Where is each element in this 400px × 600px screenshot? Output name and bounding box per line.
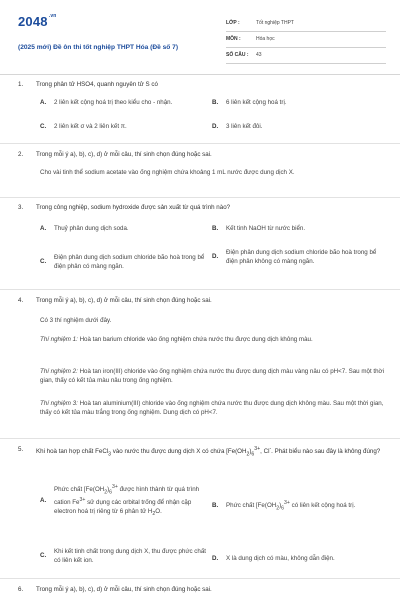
experiment-label: Thí nghiệm 2: [40,368,78,375]
question-number: 2. [18,151,24,158]
experiment-label: Thí nghiệm 1: [40,336,78,343]
experiment-2 [40,368,388,386]
question-text: Trong mỗi ý a), b), c), d) ở mỗi câu, thí sinh chọn đúng hoặc sai. [36,297,212,304]
option-text: 2 liên kết σ và 2 liên kết π. [54,123,127,130]
option-letter: D. [212,253,219,261]
experiment-label: Thí nghiệm 3: [40,400,78,407]
option-text: 6 liên kết cộng hoá trị. [226,99,287,106]
option-letter: C. [40,123,47,130]
option-text: Điện phân dung dịch sodium chloride bão hoà trong bể điện phân có màng ngăn. [54,254,205,270]
option-a[interactable] [40,225,129,234]
option-text: Điện phân dung dịch sodium chloride bão hoà trong bể điện phân không có màng ngăn. [226,249,377,265]
option-letter: B. [212,99,219,106]
option-d[interactable] [212,249,388,267]
question-number: 5. [18,446,24,453]
option-letter: A. [40,99,47,106]
option-b[interactable] [212,99,287,108]
meta-row-class [226,16,386,32]
option-letter: A. [40,225,47,232]
question-text: Trong phân tử HSO4, quanh nguyên tử S có [36,81,158,88]
meta-value: Tốt nghiệp THPT [256,19,294,26]
question-divider [0,578,400,579]
option-text: Khi kết tinh chất trong dung dịch X, thu được phức chất có liên kết ion. [54,548,206,564]
option-text: Phức chất [$Fe(OH_2)_6^{3+}$ có liên kết cộng hoá trị. [226,500,356,512]
option-text: 2 liên kết cộng hoá trị theo kiểu cho - nhận. [54,99,173,106]
question-1 [18,81,386,90]
meta-label: LỚP : [226,19,240,26]
option-letter: B. [212,501,219,509]
question-text: Trong công nghiệp, sodium hydroxide được sản xuất từ quá trình nào? [36,204,231,211]
meta-label: SỐ CÂU : [226,51,249,58]
meta-label: MÔN : [226,35,241,42]
option-c[interactable] [40,548,206,566]
site-logo[interactable] [18,13,57,32]
experiment-text: Hoà tan barium chloride vào ống nghiệm chứa nước thu được dung dịch không màu. [77,336,313,343]
option-text: Kết tinh NaOH từ nước biển. [226,225,306,232]
option-c[interactable] [40,123,127,132]
question-context: Cho vài tinh thể sodium acetate vào ống nghiệm chứa khoảng 1 mL nước được dung dịch X. [40,169,295,176]
option-letter: D. [212,555,219,562]
option-letter: B. [212,225,219,232]
question-3 [18,204,386,213]
question-number: 3. [18,204,24,211]
exam-meta [226,16,386,64]
question-text: Khi hoà tan hợp chất FeCl$_3$ vào nước thu được dung dịch X có chứa [$Fe(OH_2)_6^{3+}$, Cl-. Phát biểu nào sau đây là không đúng? [36,446,381,458]
question-divider [0,289,400,290]
option-letter: C. [40,552,47,560]
meta-value: 43 [256,51,262,58]
experiment-3 [40,400,388,418]
question-divider [0,143,400,144]
meta-value: Hóa học [256,35,275,42]
question-number: 4. [18,297,24,304]
question-6 [18,586,386,595]
option-text: Thuỷ phân dung dịch soda. [54,225,129,232]
logo-suffix: .vn [48,13,57,19]
meta-row-count [226,48,386,64]
question-4 [18,297,386,306]
question-5 [18,446,386,459]
logo-text: 2048 [18,14,48,29]
question-2 [18,151,386,160]
experiment-text: Hoà tan iron(III) chloride vào ống nghiệm chứa nước thu được dung dịch màu vàng nâu có pH<7. Sau một thời gian, thấy có kết tủa màu nâu trong ống nghiệm. [40,368,384,384]
option-letter: A. [40,496,47,504]
option-d[interactable] [212,123,262,132]
option-c[interactable] [40,254,206,272]
question-number: 6. [18,586,24,593]
option-letter: D. [212,123,219,130]
option-text: X là dung dịch có màu, không dẫn điện. [226,555,335,562]
option-b[interactable] [212,500,388,513]
question-divider [0,197,400,198]
question-number: 1. [18,81,24,88]
option-a[interactable] [40,99,172,108]
exam-header [18,10,386,70]
option-b[interactable] [212,225,305,234]
option-text: 3 liên kết đôi. [226,123,263,130]
question-context: Có 3 thí nghiệm dưới đây. [40,317,112,324]
question-text: Trong mỗi ý a), b), c), d) ở mỗi câu, thí sinh chọn đúng hoặc sai. [36,586,212,593]
question-divider [0,438,400,439]
meta-row-subject [226,32,386,48]
option-d[interactable] [212,555,335,564]
experiment-text: Hoà tan aluminium(III) chloride vào ống nghiệm chứa nước thu được dung dịch không màu. Sau một thời gian, thấy có kết tủa màu trắng trong ống nghiệm. Dung dịch có pH<7. [40,400,384,416]
option-a[interactable] [40,484,206,519]
exam-title: (2025 mới) Đề ôn thi tốt nghiệp THPT Hóa (Đề số 7) [18,44,179,51]
header-divider [0,74,400,75]
question-text: Trong mỗi ý a), b), c), d) ở mỗi câu, thí sinh chọn đúng hoặc sai. [36,151,212,158]
experiment-1 [40,336,388,345]
option-letter: C. [40,258,47,266]
option-text: Phức chất [$Fe(OH_2)_6^{3+}$ được hình thành từ quá trình cation $Fe^{3+}$ sử dụng các orbital trống để nhận cặp electron hoá trị riêng từ 6 phân tử $H_2O$. [54,484,200,518]
